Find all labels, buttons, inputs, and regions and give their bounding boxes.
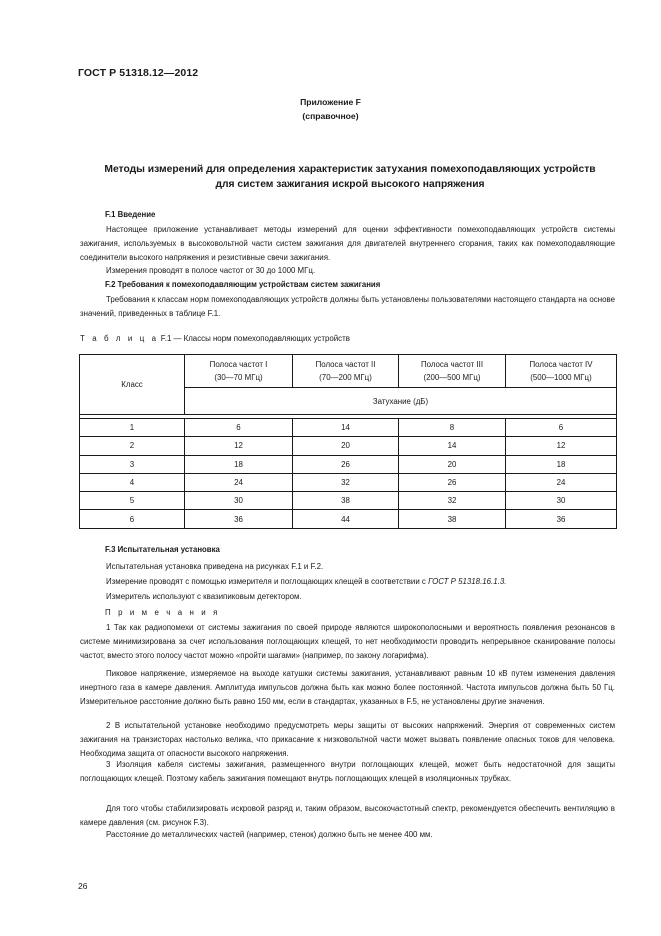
band-name: Полоса частот I [209,360,268,369]
value-cell: 32 [293,473,399,491]
band-range: (30—70 МГц) [214,373,263,382]
f1-paragraph-1: Настоящее приложение устанавливает методы измерений для оценки эффективности помехоподавляющих устройств системы зажигания, используемых в высоковольтной части систем зажигания для двигателей внутреннего сгорания, таких как помехоподавляющие соединители высокого напряжения и резистивные свечи зажигания. [80,225,615,262]
value-cell: 38 [293,492,399,510]
band-name: Полоса частот IV [529,360,593,369]
note-2: 2 В испытательной установке необходимо предусмотреть меры защиты от высоких напряжений. Энергия от современных систем зажигания на транзисторах настолько велика, что прикасание к низковольтной части может вызвать появление опасных токов для человека. Необходима защита от опасности высокого напряжения. [80,721,615,758]
table-row [80,455,617,473]
class-cell: 3 [80,455,185,473]
annex-title: Приложение F [300,97,361,107]
f1-heading: F.1 Введение [105,210,156,219]
note-1: 1 Так как радиопомехи от системы зажигания по своей природе являются широкополосными и вероятность появления резонансов в системе минимизирована за счет использования поглощающих клещей, то нет необходимости проводить непрерывное сканирование полосы частот, вместо этого полосу частот можно «пройти шагами» (например, по закону логарифма). [80,623,615,660]
f2-heading: F.2 Требования к помехоподавляющим устройствам систем зажигания [105,280,381,289]
table-caption-prefix: Т а б л и ц а [80,334,159,343]
band-header-2 [293,355,399,388]
band-range: (70—200 МГц) [319,373,372,382]
page-number: 26 [78,881,88,891]
standard-reference: ГОСТ Р 51318.16.1.3. [428,577,507,586]
f2-paragraph-1: Требования к классам норм помехоподавляющих устройств должны быть установлены пользователями настоящего стандарта на основе значений, приведенных в таблице F.1. [80,295,615,318]
band-range: (500—1000 МГц) [530,373,592,382]
f3-paragraph-1: Испытательная установка приведена на рисунках F.1 и F.2. [106,562,324,571]
class-cell: 1 [80,419,185,437]
table-row [80,492,617,510]
attenuation-table [79,354,617,529]
value-cell: 38 [399,510,506,528]
annex-type: (справочное) [302,111,359,121]
value-cell: 24 [506,473,617,491]
class-cell: 4 [80,473,185,491]
value-cell: 8 [399,419,506,437]
value-cell: 20 [293,437,399,455]
band-name: Полоса частот II [315,360,376,369]
class-header-cell: Класс [80,355,185,415]
class-cell: 2 [80,437,185,455]
value-cell: 36 [185,510,293,528]
value-cell: 6 [185,419,293,437]
value-cell: 20 [399,455,506,473]
value-cell: 14 [293,419,399,437]
value-cell: 26 [399,473,506,491]
class-cell: 5 [80,492,185,510]
value-cell: 14 [399,437,506,455]
value-cell: 6 [506,419,617,437]
band-header-4 [506,355,617,388]
section-title [60,162,640,192]
table-row [80,419,617,437]
f1-paragraph-2: Измерения проводят в полосе частот от 30 до 1000 МГц. [106,266,316,275]
value-cell: 18 [185,455,293,473]
table-row [80,437,617,455]
value-cell: 36 [506,510,617,528]
table-row [80,510,617,528]
value-cell: 30 [506,492,617,510]
document-code: ГОСТ Р 51318.12—2012 [78,67,199,79]
f3-paragraph-2-text: Измерение проводят с помощью измерителя и поглощающих клещей в соответствии с [106,577,429,586]
notes-heading: П р и м е ч а н и я [105,608,220,617]
value-cell: 24 [185,473,293,491]
closing-paragraph-1: Для того чтобы стабилизировать искровой разряд и, таким образом, высокочастотный спектр, рекомендуется обеспечить вентиляцию в камере давления (см. рисунок F.3). [80,804,615,827]
table-row [80,473,617,491]
attenuation-unit-header: Затухание (дБ) [185,388,617,415]
f3-heading: F.3 Испытательная установка [105,545,220,554]
value-cell: 30 [185,492,293,510]
note-1-continued: Пиковое напряжение, измеряемое на выходе катушки системы зажигания, устанавливают равным 10 кВ путем изменения давления инертного газа в камере давления. Амплитуда импульсов должна быть как можно более постоянной. Частота импульсов должна быть 50 Гц. Измерительное расстояние должно быть равно 150 мм, если в стандартах, указанных в F.5, не установлены другие значения. [80,669,615,706]
table-caption [80,334,350,343]
section-title-line-2: для систем зажигания искрой высокого напряжения [215,179,485,190]
value-cell: 12 [506,437,617,455]
closing-paragraph-2: Расстояние до металлических частей (например, стенок) должно быть не менее 400 мм. [106,830,433,839]
band-header-1 [185,355,293,388]
f3-paragraph-2 [80,575,615,589]
table-caption-text: F.1 — Классы норм помехоподавляющих устройств [158,334,350,343]
value-cell: 12 [185,437,293,455]
value-cell: 44 [293,510,399,528]
band-range: (200—500 МГц) [423,373,481,382]
band-header-3 [399,355,506,388]
value-cell: 18 [506,455,617,473]
f3-paragraph-3: Измеритель используют с квазипиковым детектором. [106,592,302,601]
value-cell: 26 [293,455,399,473]
section-title-line-1: Методы измерений для определения характеристик затухания помехоподавляющих устройств [104,164,596,175]
note-3: 3 Изоляция кабеля системы зажигания, размещенного внутри поглощающих клещей, может быть недостаточной для защиты поглощающих клещей. Поэтому кабель зажигания помещают внутрь поглощающих клещей в изоляционных трубках. [80,760,615,783]
class-cell: 6 [80,510,185,528]
value-cell: 32 [399,492,506,510]
band-name: Полоса частот III [420,360,484,369]
